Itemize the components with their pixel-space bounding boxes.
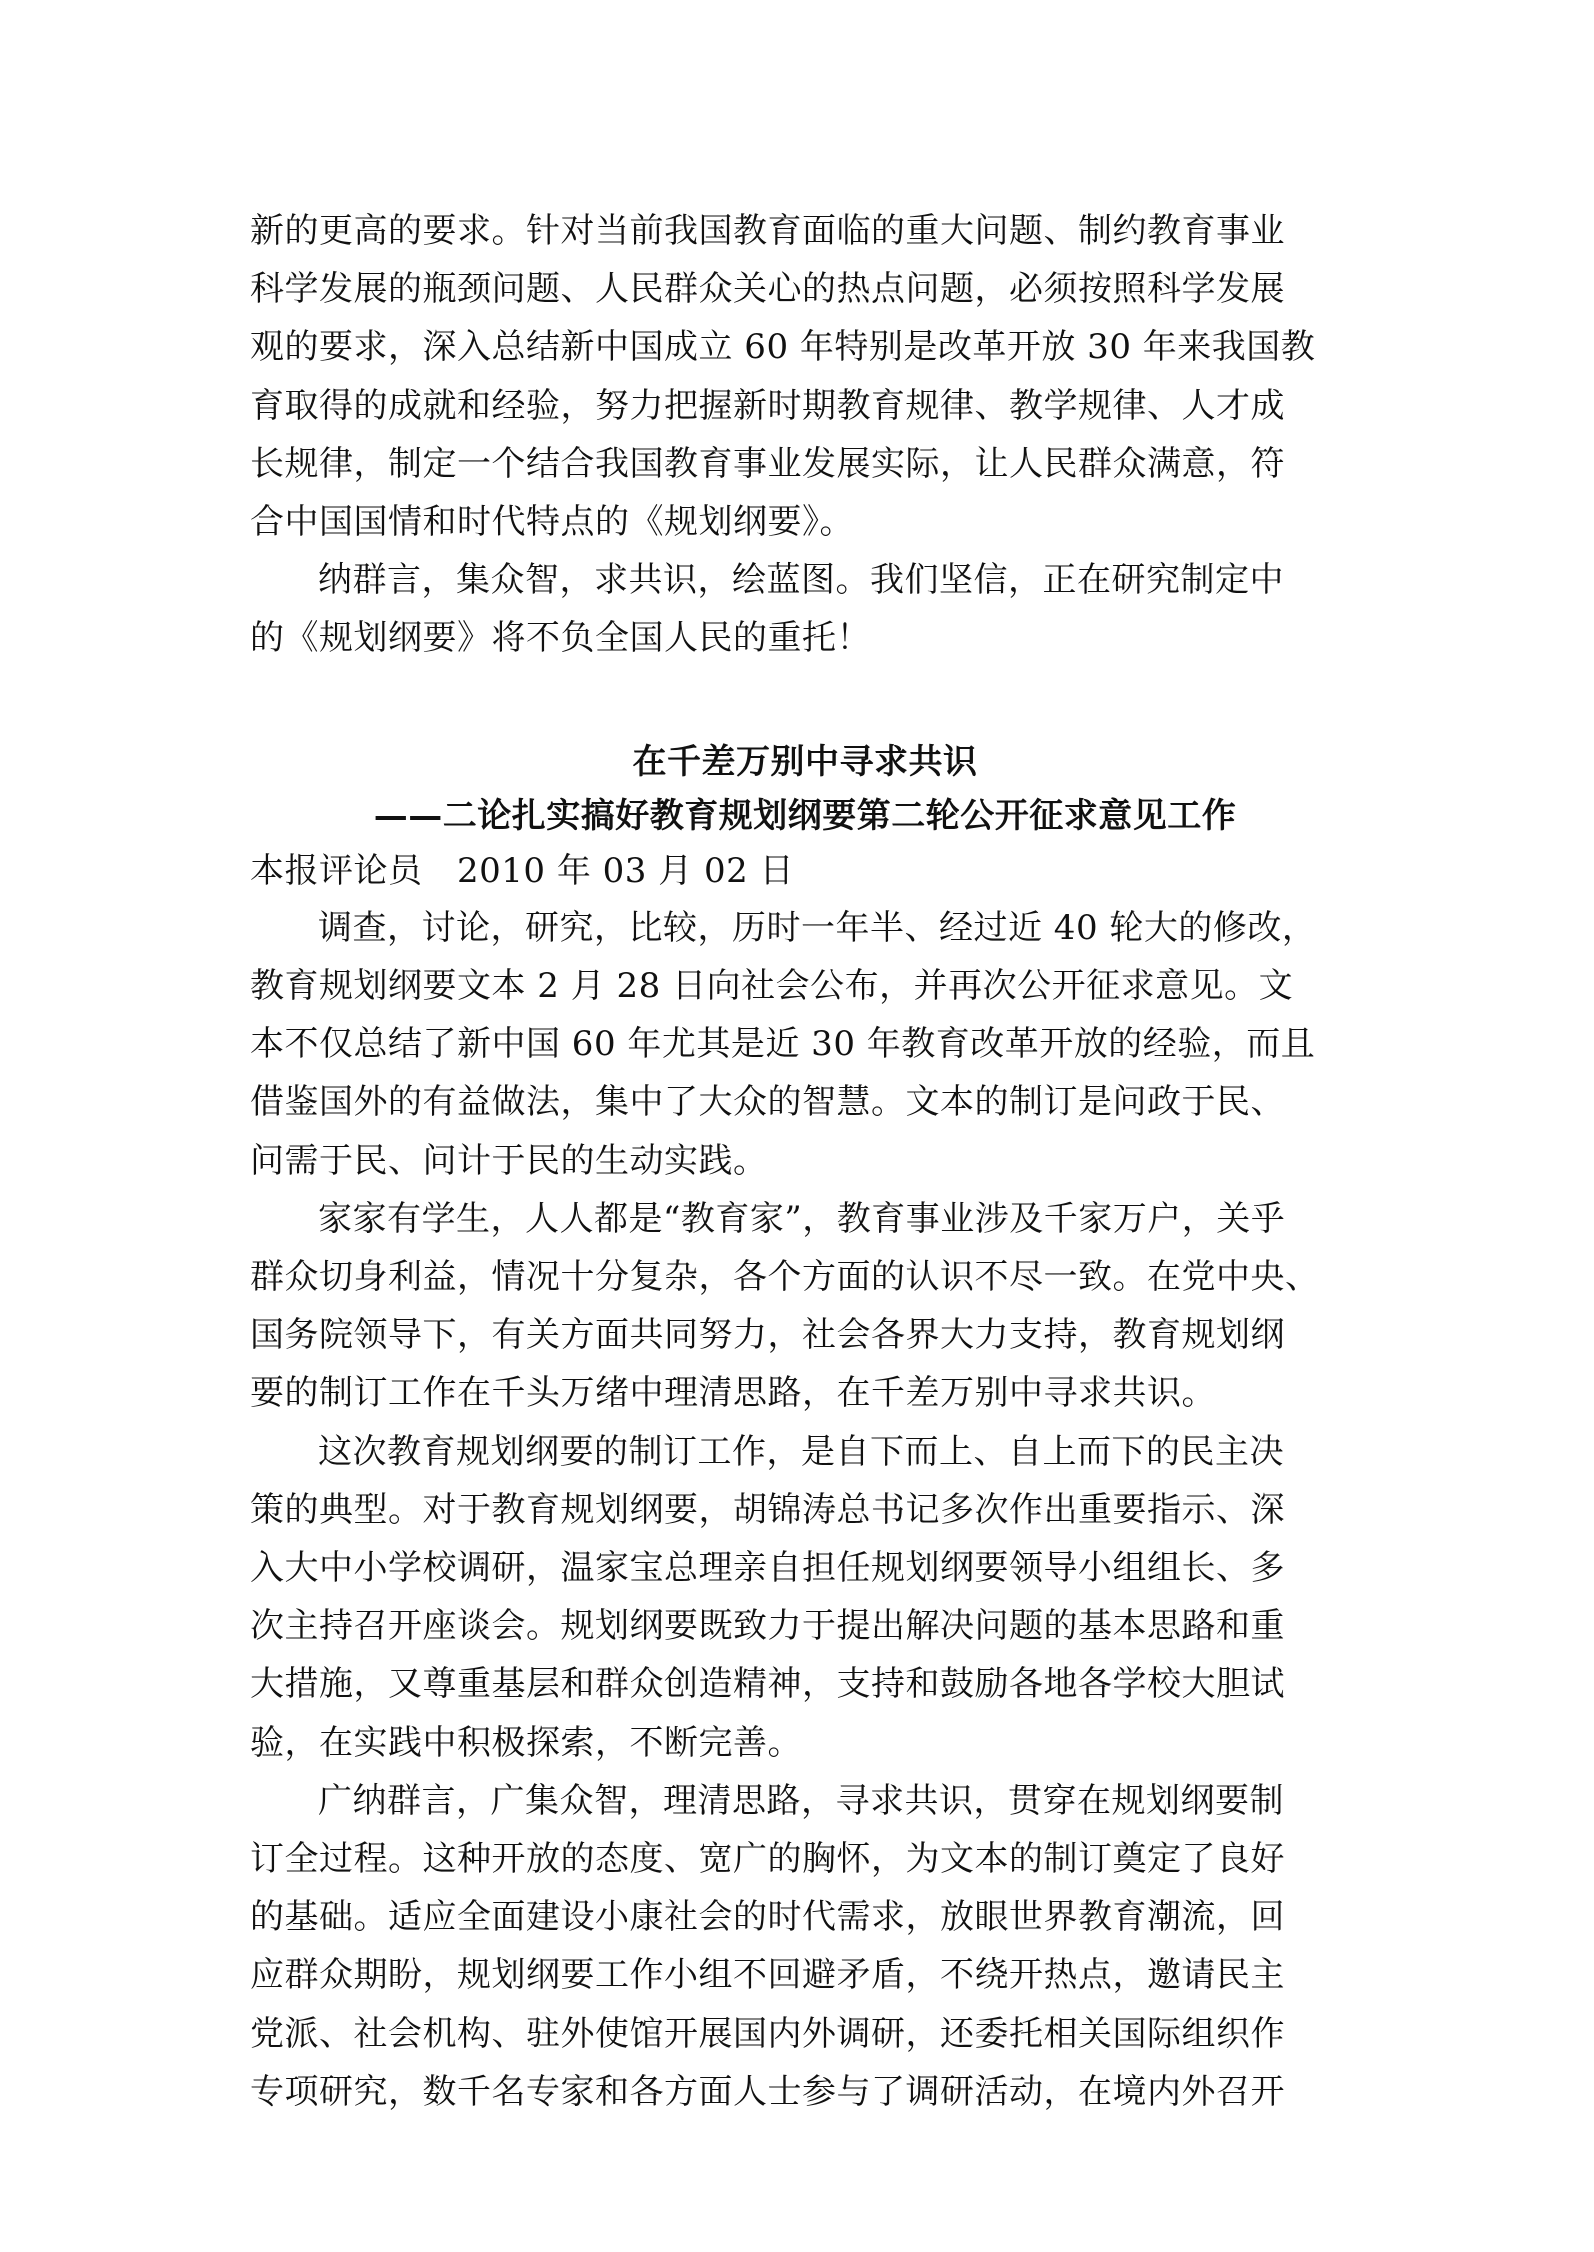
body-line: 党派、社会机构、驻外使馆开展国内外调研，还委托相关国际组织作 (250, 2014, 1285, 2054)
body-line: 纳群言，集众智，求共识，绘蓝图。我们坚信，正在研究制定中 (318, 560, 1284, 600)
body-line: 入大中小学校调研，温家宝总理亲自担任规划纲要领导小组组长、多 (250, 1548, 1285, 1588)
body-line: 的《规划纲要》将不负全国人民的重托！ (250, 618, 871, 658)
body-line: 次主持召开座谈会。规划纲要既致力于提出解决问题的基本思路和重 (250, 1606, 1285, 1646)
body-line: 本不仅总结了新中国 60 年尤其是近 30 年教育改革开放的经验，而且 (250, 1024, 1316, 1064)
body-line: 订全过程。这种开放的态度、宽广的胸怀，为文本的制订奠定了良好 (250, 1839, 1285, 1879)
body-line: 问需于民、问计于民的生动实践。 (250, 1141, 768, 1181)
body-line: 的基础。适应全面建设小康社会的时代需求，放眼世界教育潮流，回 (250, 1897, 1285, 1937)
body-line: 要的制订工作在千头万绪中理清思路，在千差万别中寻求共识。 (250, 1373, 1216, 1413)
body-line: 验，在实践中积极探索，不断完善。 (250, 1723, 802, 1763)
body-line: 家家有学生，人人都是“教育家”，教育事业涉及千家万户，关乎 (318, 1199, 1286, 1239)
body-line: 大措施，又尊重基层和群众创造精神，支持和鼓励各地各学校大胆试 (250, 1664, 1285, 1704)
body-line: 长规律，制定一个结合我国教育事业发展实际，让人民群众满意，符 (250, 444, 1285, 484)
body-line: 群众切身利益，情况十分复杂，各个方面的认识不尽一致。在党中央、 (250, 1257, 1320, 1297)
body-line: 调查，讨论，研究，比较，历时一年半、经过近 40 轮大的修改， (318, 908, 1317, 948)
body-line: 合中国国情和时代特点的《规划纲要》。 (250, 502, 854, 542)
body-line: 这次教育规划纲要的制订工作，是自下而上、自上而下的民主决 (318, 1432, 1284, 1472)
body-line: 广纳群言，广集众智，理清思路，寻求共识，贯穿在规划纲要制 (318, 1781, 1284, 1821)
byline: 本报评论员 2010 年 03 月 02 日 (250, 851, 795, 891)
body-line: 观的要求，深入总结新中国成立 60 年特别是改革开放 30 年来我国教 (250, 327, 1316, 367)
body-line: 新的更高的要求。针对当前我国教育面临的重大问题、制约教育事业 (250, 211, 1285, 251)
body-line: 教育规划纲要文本 2 月 28 日向社会公布，并再次公开征求意见。文 (250, 966, 1294, 1006)
article-subtitle: ——二论扎实搞好教育规划纲要第二轮公开征求意见工作 (373, 796, 1237, 836)
body-line: 借鉴国外的有益做法，集中了大众的智慧。文本的制订是问政于民、 (250, 1082, 1285, 1122)
body-line: 应群众期盼，规划纲要工作小组不回避矛盾，不绕开热点，邀请民主 (250, 1955, 1285, 1995)
body-line: 策的典型。对于教育规划纲要，胡锦涛总书记多次作出重要指示、深 (250, 1490, 1285, 1530)
body-line: 专项研究，数千名专家和各方面人士参与了调研活动，在境内外召开 (250, 2072, 1285, 2112)
body-line: 育取得的成就和经验，努力把握新时期教育规律、教学规律、人才成 (250, 386, 1285, 426)
body-line: 国务院领导下，有关方面共同努力，社会各界大力支持，教育规划纲 (250, 1315, 1285, 1355)
article-title: 在千差万别中寻求共识 (632, 742, 978, 782)
body-line: 科学发展的瓶颈问题、人民群众关心的热点问题，必须按照科学发展 (250, 269, 1285, 309)
